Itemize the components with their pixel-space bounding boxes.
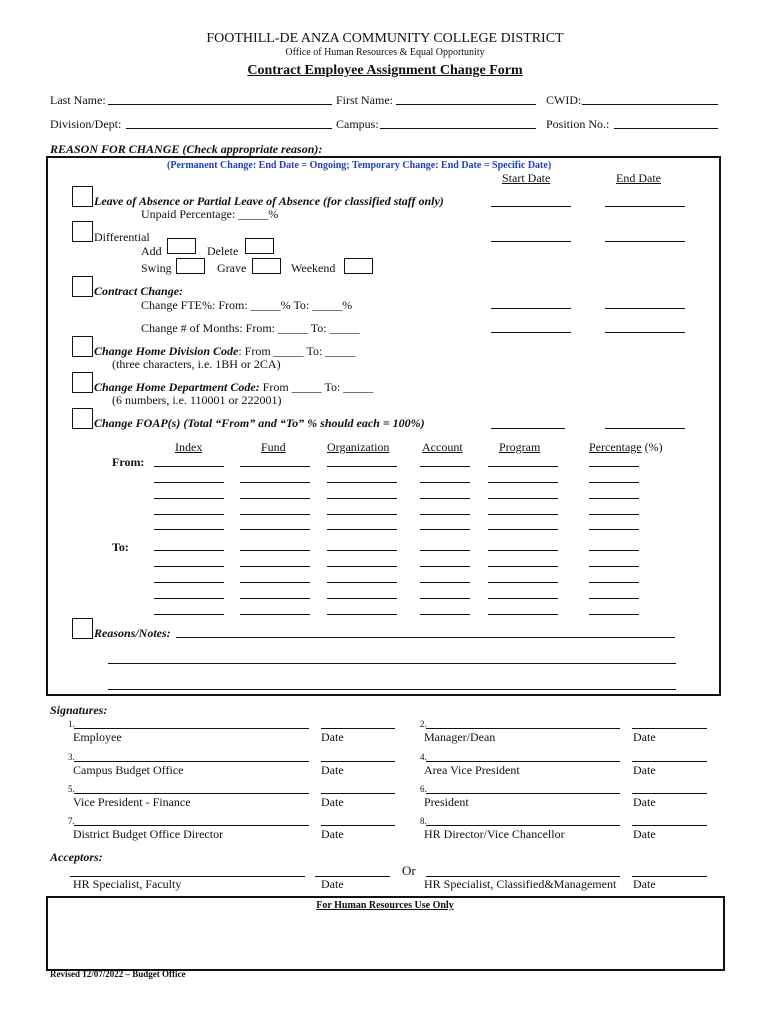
foap-from-cell[interactable]: [154, 482, 224, 483]
sig-4-num: 4.: [420, 752, 427, 762]
foap-from-cell[interactable]: [154, 529, 224, 530]
foap-from-cell[interactable]: [154, 466, 224, 467]
sig-5-num: 5.: [68, 784, 75, 794]
foap-to-cell[interactable]: [327, 582, 397, 583]
start-date-header: Start Date: [502, 171, 551, 185]
sig-6-date: Date: [633, 795, 656, 809]
foap-to-cell[interactable]: [154, 550, 224, 551]
department-code-label: Change Home Department Code:: [94, 380, 260, 394]
foap-from-cell[interactable]: [420, 529, 470, 530]
grave-label: Grave: [217, 261, 247, 275]
division-code-label: Change Home Division Code: [94, 344, 239, 358]
reasons-checkbox[interactable]: [72, 618, 93, 639]
form-title: Contract Employee Assignment Change Form: [247, 63, 523, 78]
acceptor-classified-label: HR Specialist, Classified&Management: [424, 877, 617, 891]
foap-to-cell[interactable]: [240, 598, 310, 599]
cwid-field[interactable]: [582, 104, 718, 105]
contract-change-checkbox[interactable]: [72, 276, 93, 297]
foap-from-cell[interactable]: [420, 514, 470, 515]
foap-from-cell[interactable]: [327, 514, 397, 515]
foap-to-cell[interactable]: [327, 566, 397, 567]
months-end-date[interactable]: [605, 332, 685, 333]
foap-from-cell[interactable]: [589, 498, 639, 499]
sig-1-line[interactable]: [74, 728, 309, 729]
foap-from-cell[interactable]: [240, 514, 310, 515]
foap-to-cell[interactable]: [420, 614, 470, 615]
position-label: Position No.:: [546, 117, 610, 131]
foap-to-cell[interactable]: [420, 566, 470, 567]
foap-to-cell[interactable]: [240, 582, 310, 583]
from-label: From:: [112, 455, 145, 469]
foap-from-cell[interactable]: [240, 482, 310, 483]
sig-1-date-line[interactable]: [321, 728, 395, 729]
foap-to-cell[interactable]: [327, 550, 397, 551]
sig-7-date-line[interactable]: [321, 825, 395, 826]
sig-8-date: Date: [633, 827, 656, 841]
foap-to-cell[interactable]: [488, 582, 558, 583]
last-name-label: Last Name:: [50, 93, 106, 107]
sig-6-line[interactable]: [426, 793, 620, 794]
sig-8-line[interactable]: [426, 825, 620, 826]
delete-label: Delete: [207, 244, 239, 258]
reasons-label: Reasons/Notes:: [94, 626, 171, 640]
foap-from-cell[interactable]: [240, 529, 310, 530]
sig-3-line[interactable]: [74, 761, 309, 762]
foap-to-cell[interactable]: [154, 566, 224, 567]
sig-5-date: Date: [321, 795, 344, 809]
foap-end-date[interactable]: [605, 428, 685, 429]
foap-to-cell[interactable]: [327, 614, 397, 615]
foap-from-cell[interactable]: [488, 498, 558, 499]
sig-2-date: Date: [633, 730, 656, 744]
foap-col-account: Account: [422, 440, 463, 454]
foap-from-cell[interactable]: [327, 466, 397, 467]
foap-to-cell[interactable]: [240, 566, 310, 567]
foap-to-cell[interactable]: [589, 550, 639, 551]
department-code-fields: From _____ To: _____: [259, 380, 374, 394]
sig-7-date: Date: [321, 827, 344, 841]
foap-to-cell[interactable]: [420, 598, 470, 599]
signatures-heading: Signatures:: [50, 703, 108, 717]
position-field[interactable]: [614, 128, 718, 129]
sig-4-date-line[interactable]: [632, 761, 707, 762]
foap-to-cell[interactable]: [589, 598, 639, 599]
foap-to-cell[interactable]: [420, 582, 470, 583]
last-name-field[interactable]: [108, 104, 332, 105]
acceptor-faculty-label: HR Specialist, Faculty: [73, 877, 182, 891]
sig-1-date: Date: [321, 730, 344, 744]
sig-6-date-line[interactable]: [632, 793, 707, 794]
foap-from-cell[interactable]: [154, 498, 224, 499]
foap-from-cell[interactable]: [240, 498, 310, 499]
differential-checkbox[interactable]: [72, 221, 93, 242]
sig-5-line[interactable]: [74, 793, 309, 794]
sig-4-label: Area Vice President: [424, 763, 520, 777]
foap-to-cell[interactable]: [420, 550, 470, 551]
sig-2-date-line[interactable]: [632, 728, 707, 729]
loa-end-date[interactable]: [605, 206, 685, 207]
sig-8-date-line[interactable]: [632, 825, 707, 826]
foap-to-cell[interactable]: [589, 582, 639, 583]
office-name: Office of Human Resources & Equal Opportunity: [285, 47, 485, 58]
change-note: (Permanent Change: End Date = Ongoing; Temporary Change: End Date = Specific Date): [167, 160, 552, 171]
foap-from-cell[interactable]: [327, 498, 397, 499]
first-name-field[interactable]: [396, 104, 536, 105]
cwid-label: CWID:: [546, 93, 582, 107]
foap-to-cell[interactable]: [240, 614, 310, 615]
reasons-line-1[interactable]: [176, 637, 675, 638]
weekend-label: Weekend: [291, 261, 336, 275]
foap-to-cell[interactable]: [589, 566, 639, 567]
sig-8-label: HR Director/Vice Chancellor: [424, 827, 565, 841]
swing-label: Swing: [141, 261, 172, 275]
foap-col-percentage: Percentage (%): [589, 440, 663, 454]
sig-3-num: 3.: [68, 752, 75, 762]
months-start-date[interactable]: [491, 332, 571, 333]
sig-4-line[interactable]: [426, 761, 620, 762]
first-name-label: First Name:: [336, 93, 393, 107]
sig-3-date-line[interactable]: [321, 761, 395, 762]
end-date-header: End Date: [616, 171, 661, 185]
sig-2-label: Manager/Dean: [424, 730, 496, 744]
foap-to-cell[interactable]: [488, 566, 558, 567]
foap-from-cell[interactable]: [488, 514, 558, 515]
differential-label: Differential: [94, 230, 150, 244]
sig-4-date: Date: [633, 763, 656, 777]
foap-from-cell[interactable]: [420, 482, 470, 483]
sig-3-date: Date: [321, 763, 344, 777]
sig-6-label: President: [424, 795, 469, 809]
sig-7-line[interactable]: [74, 825, 309, 826]
foap-col-program: Program: [499, 440, 541, 454]
foap-from-cell[interactable]: [488, 482, 558, 483]
foap-to-cell[interactable]: [154, 598, 224, 599]
foap-to-cell[interactable]: [488, 550, 558, 551]
department-code-hint: (6 numbers, i.e. 110001 or 222001): [112, 393, 282, 407]
foap-from-cell[interactable]: [154, 514, 224, 515]
foap-from-cell[interactable]: [488, 529, 558, 530]
foap-from-cell[interactable]: [488, 466, 558, 467]
foap-from-cell[interactable]: [327, 482, 397, 483]
foap-to-cell[interactable]: [154, 582, 224, 583]
foap-checkbox[interactable]: [72, 408, 93, 429]
sig-1-label: Employee: [73, 730, 122, 744]
add-checkbox[interactable]: [167, 238, 196, 254]
foap-to-cell[interactable]: [589, 614, 639, 615]
grave-checkbox[interactable]: [252, 258, 281, 274]
unpaid-percentage: Unpaid Percentage: _____%: [141, 207, 279, 221]
foap-from-cell[interactable]: [589, 482, 639, 483]
differential-start-date[interactable]: [491, 241, 571, 242]
acceptor-faculty-date: Date: [321, 877, 344, 891]
foap-from-cell[interactable]: [420, 498, 470, 499]
add-label: Add: [141, 244, 162, 258]
swing-checkbox[interactable]: [176, 258, 205, 274]
to-label: To:: [112, 540, 129, 554]
contract-change-label: Contract Change:: [94, 284, 184, 298]
foap-from-cell[interactable]: [240, 466, 310, 467]
division-field[interactable]: [126, 128, 332, 129]
reasons-line-2[interactable]: [108, 663, 676, 664]
change-months: Change # of Months: From: _____ To: _____: [141, 321, 360, 335]
foap-to-cell[interactable]: [240, 550, 310, 551]
foap-col-fund: Fund: [261, 440, 286, 454]
delete-checkbox[interactable]: [245, 238, 274, 254]
foap-label: Change FOAP(s) (Total “From” and “To” % should each = 100%): [94, 416, 425, 430]
differential-end-date[interactable]: [605, 241, 685, 242]
division-label: Division/Dept:: [50, 117, 122, 131]
acceptor-classified-date: Date: [633, 877, 656, 891]
foap-from-cell[interactable]: [589, 514, 639, 515]
foap-to-cell[interactable]: [488, 614, 558, 615]
sig-1-num: 1.: [68, 719, 75, 729]
division-code-fields: : From _____ To: _____: [238, 344, 356, 358]
foap-to-cell[interactable]: [488, 598, 558, 599]
leave-of-absence-checkbox[interactable]: [72, 186, 93, 207]
sig-7-num: 7.: [68, 816, 75, 826]
foap-from-cell[interactable]: [589, 529, 639, 530]
campus-label: Campus:: [336, 117, 379, 131]
leave-of-absence-label: Leave of Absence or Partial Leave of Absence (for classified staff only): [94, 194, 444, 208]
foap-to-cell[interactable]: [327, 598, 397, 599]
sig-5-label: Vice President - Finance: [73, 795, 191, 809]
foap-from-cell[interactable]: [589, 466, 639, 467]
revised-footer: Revised 12/07/2022 – Budget Office: [50, 969, 186, 979]
change-fte: Change FTE%: From: _____% To: _____%: [141, 298, 353, 312]
division-code-checkbox[interactable]: [72, 336, 93, 357]
foap-start-date[interactable]: [491, 428, 565, 429]
division-code-hint: (three characters, i.e. 1BH or 2CA): [112, 357, 281, 371]
sig-6-num: 6.: [420, 784, 427, 794]
sig-2-num: 2.: [420, 719, 427, 729]
reasons-line-3[interactable]: [108, 689, 676, 690]
fte-start-date[interactable]: [491, 308, 571, 309]
fte-end-date[interactable]: [605, 308, 685, 309]
sig-8-num: 8.: [420, 816, 427, 826]
department-code-checkbox[interactable]: [72, 372, 93, 393]
sig-5-date-line[interactable]: [321, 793, 395, 794]
acceptors-heading: Acceptors:: [50, 850, 103, 864]
foap-to-cell[interactable]: [154, 614, 224, 615]
sig-2-line[interactable]: [426, 728, 620, 729]
district-name: FOOTHILL-DE ANZA COMMUNITY COLLEGE DISTRICT: [206, 31, 564, 46]
sig-7-label: District Budget Office Director: [73, 827, 224, 841]
foap-from-cell[interactable]: [420, 466, 470, 467]
foap-col-index: Index: [175, 440, 203, 454]
weekend-checkbox[interactable]: [344, 258, 373, 274]
or-label: Or: [402, 863, 416, 878]
sig-3-label: Campus Budget Office: [73, 763, 184, 777]
campus-field[interactable]: [380, 128, 536, 129]
foap-col-organization: Organization: [327, 440, 390, 454]
foap-from-cell[interactable]: [327, 529, 397, 530]
hr-use-title: For Human Resources Use Only: [316, 900, 454, 911]
reason-heading: REASON FOR CHANGE (Check appropriate reason):: [50, 142, 323, 156]
loa-start-date[interactable]: [491, 206, 571, 207]
